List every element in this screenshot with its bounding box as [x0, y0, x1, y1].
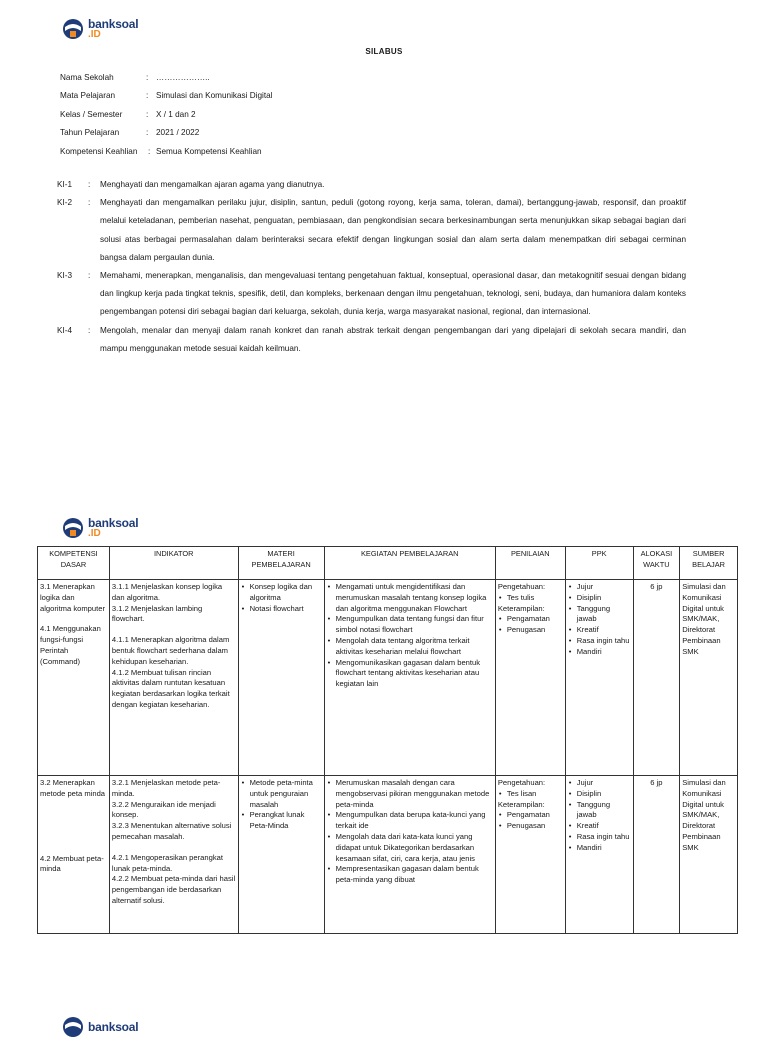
- sumber-cell: Simulasi dan Komunikasi Digital untuk SMK/MAK, Direktorat Pembinaan SMK: [680, 580, 738, 776]
- kegiatan-item: • Mengumpulkan data berupa kata-kunci yang terkait ide: [327, 810, 493, 832]
- column-header: SUMBER BELAJAR: [680, 547, 738, 580]
- penilaian-item: • Tes tulis: [498, 593, 563, 604]
- info-value: Semua Kompetensi Keahlian: [156, 146, 262, 156]
- materi-item: • Metode peta-minta untuk penguraian masalah: [241, 778, 322, 810]
- kegiatan-item: • Mengomunikasikan gagasan dalam bentuk flowchart tentang aktivitas keseharian atau kegiatan lain: [327, 658, 493, 690]
- ppk-item: • Rasa ingin tahu: [568, 636, 631, 647]
- kd-item: 3.1 Menerapkan logika dan algoritma komputer: [40, 582, 105, 613]
- colon: :: [88, 271, 91, 281]
- indicator-item: 4.2.1 Mengoperasikan perangkat lunak peta-minda.: [111, 852, 223, 873]
- kd-cell: [38, 776, 110, 934]
- penilaian-item: • Penugasan: [498, 821, 563, 832]
- colon: :: [88, 198, 91, 208]
- ppk-cell: [565, 580, 633, 776]
- column-header: PENILAIAN: [495, 547, 565, 580]
- ppk-item: • Kreatif: [568, 625, 631, 636]
- materi-cell: [238, 580, 324, 776]
- indicator-item: 4.1.2 Membuat tulisan rincian aktivitas dalam runtutan kesatuan kegiatan berdasarkan logika terkait dengan kegiatan keseharian.: [111, 667, 230, 709]
- column-header: KOMPETENSI DASAR: [38, 547, 110, 580]
- ki-code: KI-1: [57, 180, 73, 189]
- info-label: Kelas / Semester: [60, 109, 123, 119]
- info-label: Mata Pelajaran: [60, 91, 116, 101]
- materi-item: • Notasi flowchart: [241, 604, 322, 615]
- indicator-item: 3.1.2 Menjelaskan lambing flowchart.: [111, 603, 203, 624]
- ppk-item: • Kreatif: [568, 821, 631, 832]
- kd-item: 3.2 Menerapkan metode peta minda: [40, 778, 106, 798]
- indicator-item: 4.1.1 Menerapkan algoritma dalam bentuk flowchart sederhana dalam kehidupan keseharian.: [111, 635, 230, 666]
- brand-logo-icon: [61, 18, 87, 40]
- indicator-item: 3.2.1 Menjelaskan metode peta-minda.: [111, 778, 221, 798]
- table-header-row: [38, 547, 738, 580]
- ki-row: [57, 267, 686, 322]
- penilaian-item: • Penugasan: [498, 625, 563, 636]
- brand-word: banksoal: [88, 16, 139, 31]
- ki-row: [57, 322, 686, 358]
- indicator-cell: [109, 776, 238, 934]
- ppk-item: • Jujur: [568, 778, 631, 789]
- ppk-item: • Tanggung jawab: [568, 800, 631, 822]
- ppk-item: • Rasa ingin tahu: [568, 832, 631, 843]
- info-row: [60, 87, 273, 106]
- identity-block: [60, 68, 273, 161]
- column-header: KEGIATAN PEMBELAJARAN: [324, 547, 495, 580]
- ki-row: [57, 194, 686, 267]
- column-header: PPK: [565, 547, 633, 580]
- kegiatan-item: • Merumuskan masalah dengan cara mengobservasi pikiran menggunakan metode peta-minda: [327, 778, 493, 810]
- ppk-item: • Tanggung jawab: [568, 604, 631, 626]
- syllabus-table: [37, 546, 738, 934]
- penilaian-item: • Tes lisan: [498, 789, 563, 800]
- info-label: Kompetensi Keahlian: [60, 146, 138, 156]
- column-header: INDIKATOR: [109, 547, 238, 580]
- info-row: [60, 105, 273, 124]
- materi-cell: [238, 776, 324, 934]
- ppk-item: • Disiplin: [568, 789, 631, 800]
- indicator-cell: [109, 580, 238, 776]
- colon: :: [146, 91, 149, 101]
- ki-text: Mengolah, menalar dan menyaji dalam ranah konkret dan ranah abstrak terkait dengan pengembangan dari yang dipelajari di sekolah secara mandiri, dan mampu menggunakan metode sesuai kaidah keilmuan.: [100, 325, 686, 353]
- penilaian-cell: [495, 580, 565, 776]
- kegiatan-item: • Mengolah data tentang algoritma terkait aktivitas keseharian melalui flowchart: [327, 636, 493, 658]
- materi-item: • Konsep logika dan algoritma: [241, 582, 322, 604]
- info-label: Tahun Pelajaran: [60, 128, 120, 138]
- kd-item: 4.1 Menggunakan fungsi-fungsi Perintah (Command): [40, 624, 101, 666]
- brand-logo: [61, 18, 138, 40]
- alokasi-cell: 6 jp: [633, 580, 680, 776]
- table-row: [38, 776, 738, 934]
- brand-word: banksoal: [88, 515, 139, 530]
- ki-text: Menghayati dan mengamalkan perilaku jujur, disiplin, santun, peduli (gotong royong, kerja sama, toleran, damai), bertanggung-jawab, responsif, dan proaktif melalui keteladanan, pemberian nasehat, penguatan, pembiasaan, dan pengkondisian secara berkesinambungan serta menunjukkan sikap sebagai bagian dari solusi atas berbagai permasalahan dalam berinteraksi secara efektif dengan lingkungan sosial dan alam serta dalam menempatkan diri sebagai cerminan bangsa dalam pergaulan dunia.: [100, 198, 686, 262]
- brand-word: banksoal: [88, 1019, 139, 1034]
- info-row: [60, 124, 273, 143]
- info-row: [60, 68, 273, 87]
- ppk-item: • Mandiri: [568, 843, 631, 854]
- kd-cell: [38, 580, 110, 776]
- column-header: ALOKASI WAKTU: [633, 547, 680, 580]
- ppk-item: • Disiplin: [568, 593, 631, 604]
- brand-id: .ID: [88, 527, 101, 539]
- kegiatan-cell: [324, 776, 495, 934]
- ki-text: Menghayati dan mengamalkan ajaran agama yang dianutnya.: [100, 180, 325, 189]
- penilaian-item: • Pengamatan: [498, 810, 563, 821]
- colon: :: [146, 72, 149, 82]
- indicator-item: 4.2.2 Membuat peta-minda dari hasil pengembangan ide berdasarkan alternatif solusi.: [111, 874, 236, 905]
- kegiatan-item: • Mengamati untuk mengidentifikasi dan merumuskan masalah tentang konsep logika dan algoritma menggunakan Flowchart: [327, 582, 493, 614]
- kegiatan-item: • Mengolah data dari kata-kata kunci yang didapat untuk Dikategorikan berdasarkan kesamaan sifat, ciri, cara kerja, atau jenis: [327, 832, 493, 864]
- penilaian-label: Pengetahuan:: [497, 582, 546, 591]
- brand-logo-icon: [61, 517, 87, 539]
- indicator-item: 3.2.2 Menguraikan ide menjadi konsep.: [111, 799, 216, 820]
- ki-code: KI-2: [57, 198, 73, 208]
- ppk-item: • Mandiri: [568, 647, 631, 658]
- colon: :: [146, 109, 149, 119]
- colon: :: [146, 128, 149, 138]
- kegiatan-cell: [324, 580, 495, 776]
- kd-item: 4.2 Membuat peta-minda: [40, 853, 104, 874]
- page-title: SILABUS: [365, 47, 403, 56]
- brand-logo: [61, 517, 138, 539]
- info-value: 2021 / 2022: [156, 128, 200, 138]
- ppk-cell: [565, 776, 633, 934]
- ki-code: KI-4: [57, 325, 73, 335]
- info-row: [60, 142, 273, 161]
- kegiatan-item: • Mengumpulkan data tentang fungsi dan fitur simbol notasi flowchart: [327, 614, 493, 636]
- penilaian-item: • Pengamatan: [498, 614, 563, 625]
- column-header: MATERI PEMBELAJARAN: [238, 547, 324, 580]
- ki-text: Memahami, menerapkan, menganalisis, dan mengevaluasi tentang pengetahuan faktual, konseptual, operasional dasar, dan metakognitif sesuai dengan bidang dan lingkup kerja pada tingkat teknis, spesifik, detil, dan kompleks, berkenaan dengan ilmu pengetahuan, teknologi, seni, budaya, dan humaniora dalam konteks pengembangan potensi diri sebagai bagian dari keluarga, sekolah, dunia kerja, warga masyarakat nasional, regional, dan internasional.: [100, 271, 686, 317]
- colon: :: [148, 146, 151, 156]
- indicator-item: 3.1.1 Menjelaskan konsep logika dan algoritma.: [111, 582, 223, 602]
- info-value: X / 1 dan 2: [156, 109, 196, 119]
- core-competencies: [57, 176, 686, 358]
- info-value: ………………..: [156, 72, 210, 82]
- table-row: [38, 580, 738, 776]
- penilaian-label: Keterampilan:: [497, 799, 545, 809]
- brand-logo: [61, 1016, 138, 1038]
- brand-id: .ID: [88, 28, 101, 40]
- colon: :: [88, 325, 91, 335]
- penilaian-label: Pengetahuan:: [497, 778, 546, 787]
- materi-item: • Perangkat lunak Peta-Minda: [241, 810, 322, 832]
- info-label: Nama Sekolah: [60, 72, 114, 82]
- penilaian-label: Keterampilan:: [497, 603, 545, 613]
- penilaian-cell: [495, 776, 565, 934]
- brand-logo-icon: [61, 1016, 87, 1038]
- ki-code: KI-3: [57, 271, 73, 281]
- alokasi-cell: 6 jp: [633, 776, 680, 934]
- indicator-item: 3.2.3 Menentukan alternative solusi pemecahan masalah.: [111, 821, 232, 841]
- ki-row: [57, 176, 686, 194]
- ppk-item: • Jujur: [568, 582, 631, 593]
- colon: :: [88, 180, 91, 189]
- info-value: Simulasi dan Komunikasi Digital: [156, 91, 273, 101]
- kegiatan-item: • Mempresentasikan gagasan dalam bentuk peta-minda yang dibuat: [327, 864, 493, 886]
- sumber-cell: Simulasi dan Komunikasi Digital untuk SMK/MAK, Direktorat Pembinaan SMK: [680, 776, 738, 934]
